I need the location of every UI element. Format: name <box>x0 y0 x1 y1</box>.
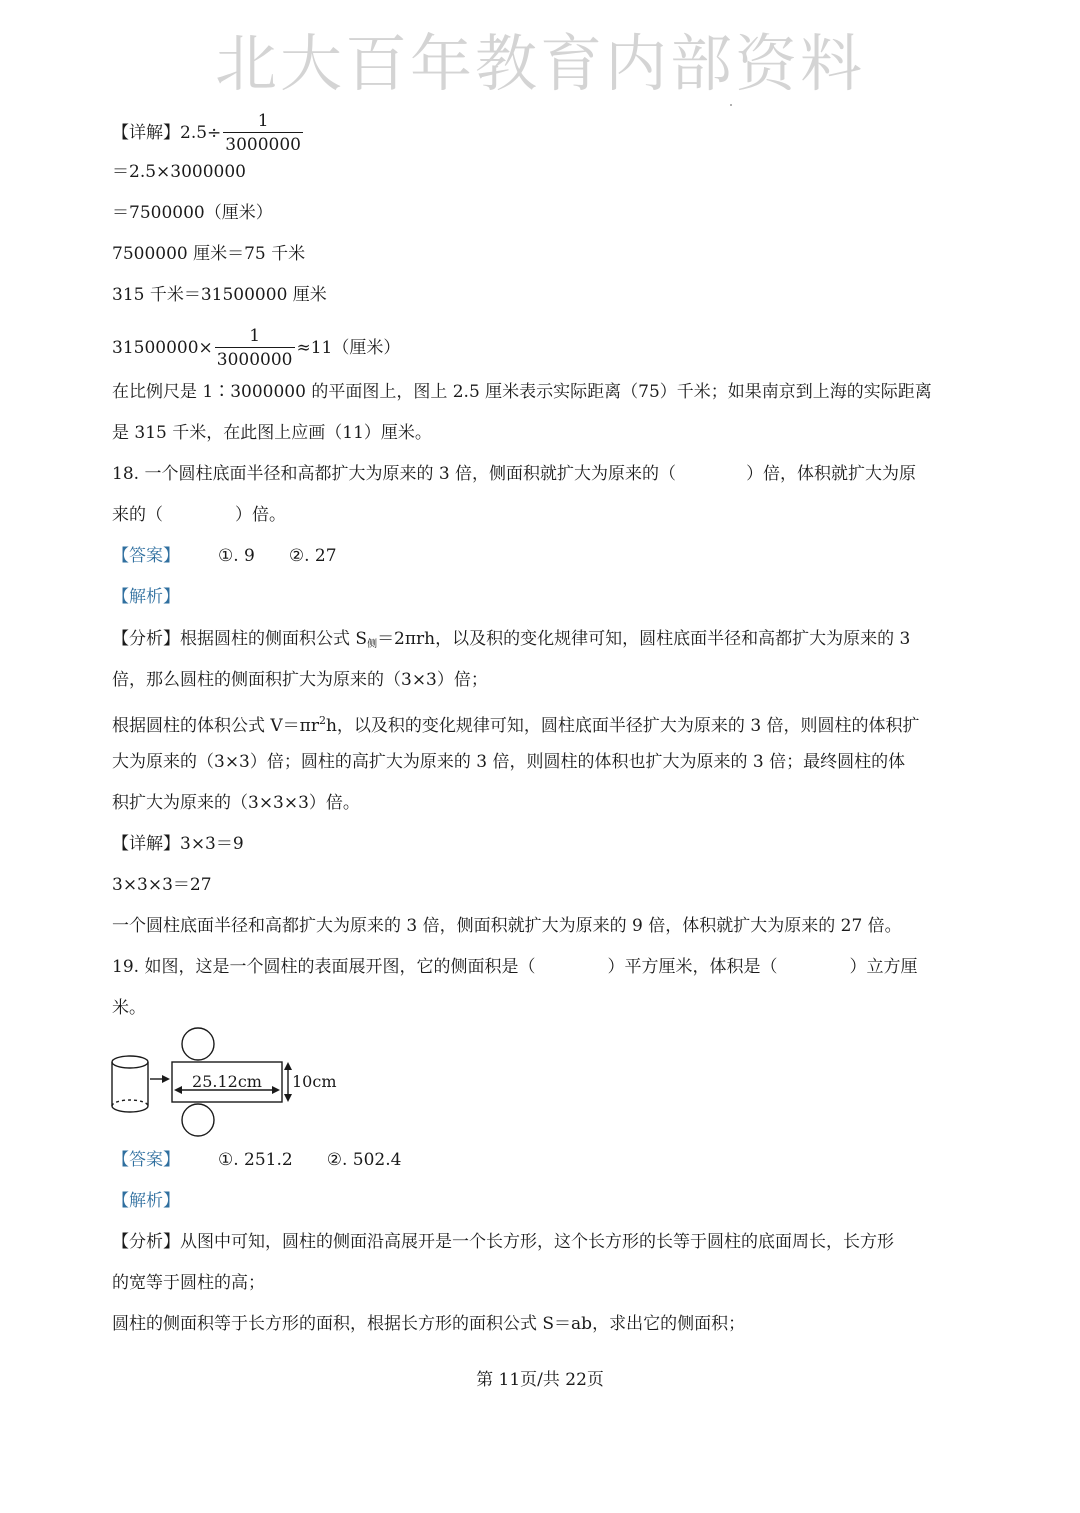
q18-answer-1: ①. 9 <box>218 546 255 566</box>
q18-detail-1-text: 3×3＝9 <box>180 834 244 854</box>
q18-analysis-3 <box>112 709 920 738</box>
answer-tag: 【答案】 <box>112 1150 180 1170</box>
fraction-1 <box>223 110 303 157</box>
q18-analysis-2: 倍，那么圆柱的侧面积扩大为原来的（3×3）倍； <box>112 670 488 690</box>
q19-answer-1: ①. 251.2 <box>218 1150 293 1170</box>
q18-analysis-sub: 侧 <box>367 639 378 650</box>
q19-jiexi-tag: 【解析】 <box>112 1191 180 1211</box>
q18-stem-line-2 <box>112 503 286 527</box>
q18-analysis-sup: 2 <box>318 714 326 727</box>
prev-conclusion-1: 在比例尺是 1∶3000000 的平面图上，图上 2.5 厘米表示实际距离（75）千米；如果南京到上海的实际距离 <box>112 382 932 402</box>
q19-analysis-2: 的宽等于圆柱的高； <box>112 1273 265 1293</box>
prev-step-4: 7500000 厘米＝75 千米 <box>112 244 306 264</box>
length-label: 25.12cm <box>192 1072 262 1091</box>
q18-analysis-1 <box>112 627 910 657</box>
analysis-tag: 【分析】 <box>112 1232 180 1252</box>
fraction-denominator: 3000000 <box>223 132 303 157</box>
prev-step-6 <box>112 325 400 372</box>
bottom-circle <box>182 1104 214 1136</box>
cylinder-net-svg <box>106 1026 342 1140</box>
cylinder-bottom-front <box>112 1106 148 1112</box>
q18-stem-line-1 <box>112 462 916 486</box>
prev-step-2: ＝2.5×3000000 <box>112 162 246 182</box>
q18-analysis-3a: 根据圆柱的体积公式 V＝πr <box>112 716 319 736</box>
q18-stem-2a: 来的（ <box>112 505 163 525</box>
q19-stem-1c: ）立方厘 <box>849 957 918 977</box>
top-circle <box>182 1028 214 1060</box>
step6-prefix: 31500000× <box>112 338 213 358</box>
height-arrow-bottom <box>284 1094 292 1102</box>
fraction-numerator: 1 <box>257 111 269 131</box>
q18-stem-1b: ）倍，体积就扩大为原 <box>746 464 917 484</box>
height-label: 10cm <box>292 1072 337 1091</box>
analysis-tag: 【分析】 <box>112 629 180 649</box>
q19-answer <box>112 1148 401 1172</box>
prev-conclusion-2: 是 315 千米，在此图上应画（11）厘米。 <box>112 423 432 443</box>
q18-jiexi-tag: 【解析】 <box>112 587 180 607</box>
answer-tag: 【答案】 <box>112 546 180 566</box>
q18-detail-2: 3×3×3＝27 <box>112 875 212 895</box>
q18-stem-1a: 18. 一个圆柱底面半径和高都扩大为原来的 3 倍，侧面积就扩大为原来的（ <box>112 464 677 484</box>
detail-tag: 【详解】 <box>112 123 180 143</box>
q19-analysis-3: 圆柱的侧面积等于长方形的面积，根据长方形的面积公式 S＝ab，求出它的侧面积； <box>112 1314 746 1334</box>
q18-analysis-1b: ＝2πrh，以及积的变化规律可知，圆柱底面半径和高都扩大为原来的 3 <box>377 629 911 649</box>
q18-analysis-3b: h，以及积的变化规律可知，圆柱底面半径扩大为原来的 3 倍，则圆柱的体积扩 <box>325 716 920 736</box>
stray-dot <box>730 104 732 106</box>
q18-analysis-1a: 根据圆柱的侧面积公式 S <box>180 629 368 649</box>
q18-analysis-4: 大为原来的（3×3）倍；圆柱的高扩大为原来的 3 倍，则圆柱的体积也扩大为原来的 3 倍；最终圆柱的体 <box>112 752 906 772</box>
step6-suffix: ≈11（厘米） <box>296 338 401 358</box>
q18-stem-2b: ）倍。 <box>235 505 286 525</box>
q18-answer <box>112 544 337 568</box>
cylinder-bottom-back <box>112 1100 148 1106</box>
q19-stem-line-2: 米。 <box>112 998 146 1018</box>
q18-analysis-5: 积扩大为原来的（3×3×3）倍。 <box>112 793 360 813</box>
q18-detail-3: 一个圆柱底面半径和高都扩大为原来的 3 倍，侧面积就扩大为原来的 9 倍，体积就扩大为原来的 27 倍。 <box>112 916 902 936</box>
fraction-denominator: 3000000 <box>215 347 295 372</box>
page-footer: 第 11页/共 22页 <box>476 1370 604 1390</box>
length-arrow-right <box>272 1086 280 1094</box>
height-arrow-top <box>284 1062 292 1070</box>
length-arrow-left <box>174 1086 182 1094</box>
q19-analysis-1 <box>112 1230 894 1254</box>
q18-answer-2: ②. 27 <box>288 546 337 566</box>
cylinder-net-figure <box>106 1026 342 1140</box>
fraction-2 <box>215 325 295 372</box>
prev-detail-line <box>112 110 305 157</box>
detail-prefix: 2.5÷ <box>180 123 222 143</box>
transform-arrow-head <box>162 1075 170 1083</box>
q19-answer-2: ②. 502.4 <box>326 1150 402 1170</box>
cylinder-top-ellipse <box>112 1056 148 1068</box>
q19-analysis-1-text: 从图中可知，圆柱的侧面沿高展开是一个长方形，这个长方形的长等于圆柱的底面周长，长方形 <box>180 1232 894 1252</box>
detail-tag: 【详解】 <box>112 834 180 854</box>
q18-detail-1 <box>112 832 244 856</box>
prev-step-3: ＝7500000（厘米） <box>112 203 273 223</box>
q19-stem-line-1 <box>112 955 917 979</box>
q19-stem-1b: ）平方厘米，体积是（ <box>607 957 778 977</box>
fraction-numerator: 1 <box>249 326 261 346</box>
watermark: 北大百年教育内部资料 <box>214 27 865 100</box>
prev-step-5: 315 千米＝31500000 厘米 <box>112 285 327 305</box>
q19-stem-1a: 19. 如图，这是一个圆柱的表面展开图，它的侧面积是（ <box>112 957 536 977</box>
